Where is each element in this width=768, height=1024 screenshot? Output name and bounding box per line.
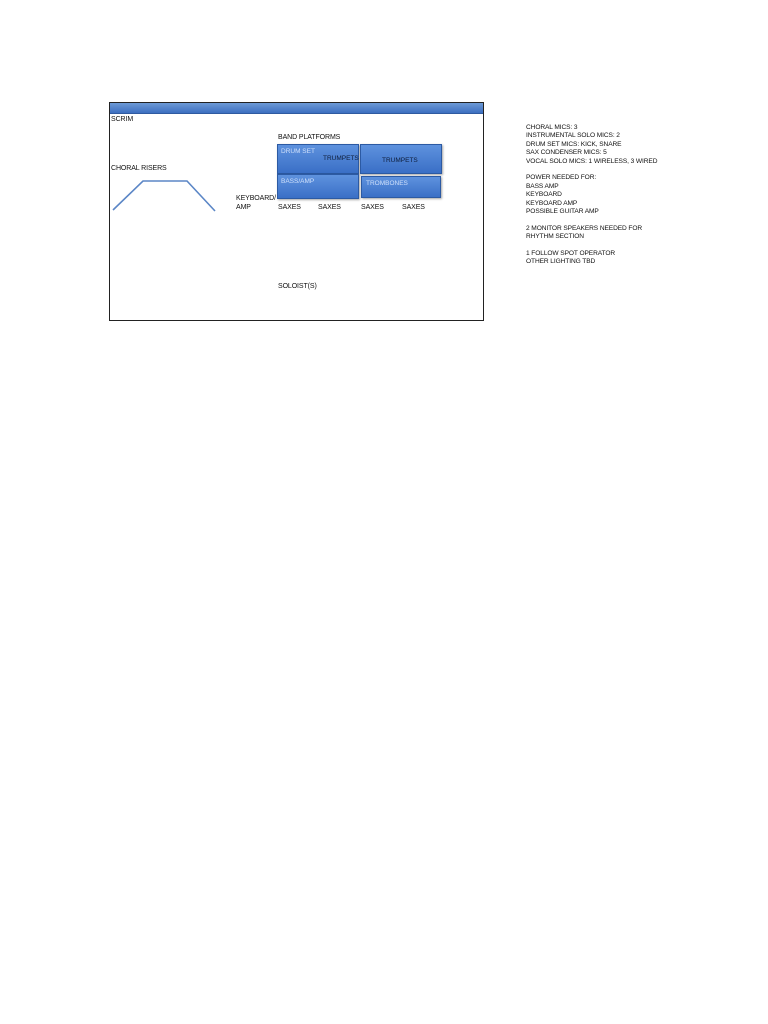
note-line [526, 241, 657, 249]
note-line: VOCAL SOLO MICS: 1 WIRELESS, 3 WIRED [526, 157, 658, 165]
note-line: 2 MONITOR SPEAKERS NEEDED FOR [526, 224, 643, 232]
saxes-label: SAXES [361, 204, 384, 211]
saxes-label: SAXES [402, 204, 425, 211]
note-line: KEYBOARD AMP [526, 199, 578, 207]
note-line: POWER NEEDED FOR: [526, 174, 597, 182]
note-line: SAX CONDENSER MICS: 5 [526, 149, 607, 157]
note-line: 1 FOLLOW SPOT OPERATOR [526, 249, 616, 257]
trombones-platform [361, 176, 441, 198]
note-line: BASS AMP [526, 182, 559, 190]
note-line: OTHER LIGHTING TBD [526, 258, 596, 266]
note-line: CHORAL MICS: 3 [526, 124, 578, 131]
scrim-label: SCRIM [111, 116, 134, 123]
soloists-label: SOLOIST(S) [278, 283, 317, 290]
note-line [526, 166, 657, 174]
trombones-label: TROMBONES [366, 180, 408, 187]
bass-amp-label: BASS/AMP [281, 178, 315, 185]
bass-amp-platform [277, 174, 359, 199]
saxes-label: SAXES [318, 204, 341, 211]
saxes-label: SAXES [278, 204, 301, 211]
note-line: POSSIBLE GUITAR AMP [526, 207, 599, 215]
drum-set-platform [277, 144, 359, 174]
note-line: DRUM SET MICS: KICK, SNARE [526, 140, 622, 148]
note-line: INSTRUMENTAL SOLO MICS: 2 [526, 132, 620, 140]
keyboard-label-line1: KEYBOARD/ [236, 195, 276, 202]
note-line: RHYTHM SECTION [526, 233, 584, 241]
trumpets-right-label: TRUMPETS [382, 157, 418, 164]
note-line [526, 216, 657, 224]
keyboard-label-line2: AMP [236, 204, 251, 211]
stage-diagram [109, 102, 484, 321]
trumpets-platform [360, 144, 442, 174]
trumpets-left-label: TRUMPETS [323, 155, 359, 162]
notes-list [526, 124, 657, 267]
band-platforms-label: BAND PLATFORMS [278, 134, 341, 141]
note-line: KEYBOARD [526, 191, 562, 199]
choral-risers-label: CHORAL RISERS [111, 165, 167, 172]
drum-set-label: DRUM SET [281, 148, 315, 155]
